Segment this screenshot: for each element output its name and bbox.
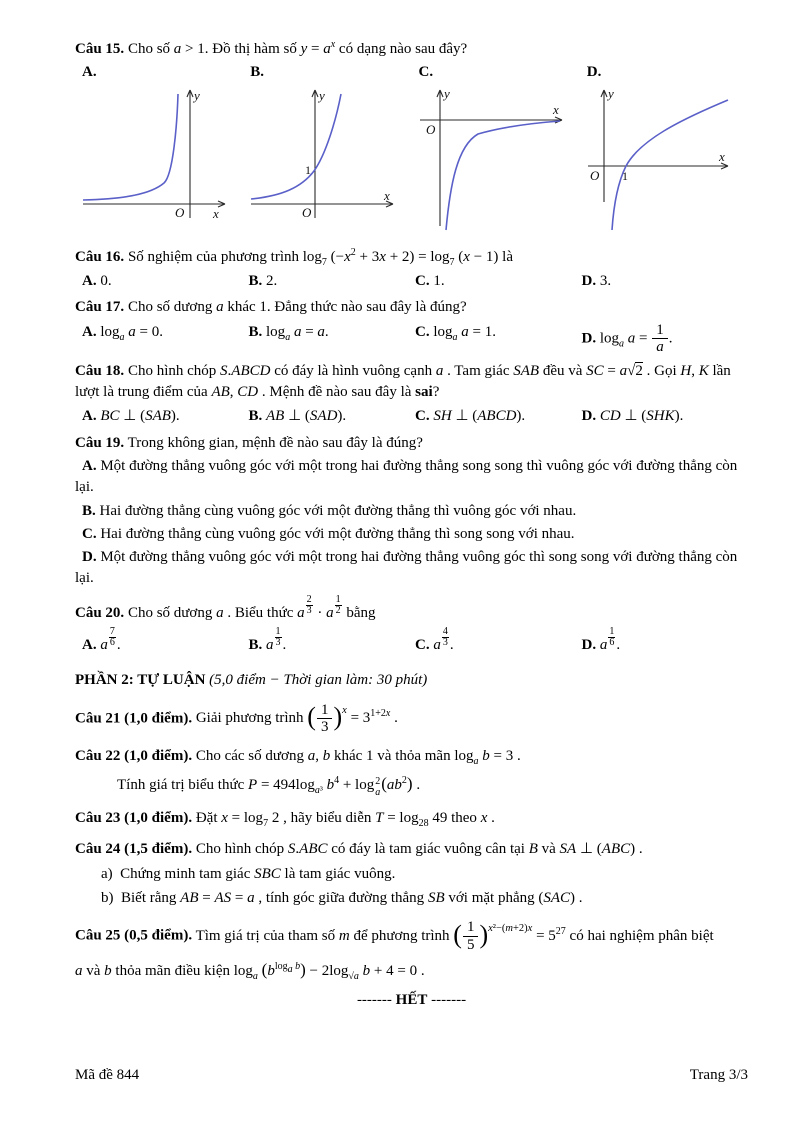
graph-option-b [243, 62, 411, 239]
graph-a-plot [75, 84, 235, 232]
question-24-label: Câu 24 (1,5 điểm). [75, 841, 193, 858]
question-20 [75, 595, 748, 624]
option-d: D. a $\frac{1}{6}$ . [581, 626, 621, 654]
graph-d-label: D. [586, 64, 602, 81]
question-22 [75, 746, 748, 767]
option-d: D. CD ⊥ (SHK). [581, 408, 684, 425]
question-21-text: Giải phương trình ( $\frac{1}{3}$ )$^x = 3^{1+2x}$ . [195, 701, 398, 736]
graph-option-d [580, 62, 748, 239]
y-axis [437, 90, 443, 226]
question-25-line2: a và b thỏa mãn điều kiện $\log_a (b^{log_a b}) - 2\log_{√a}$ b + 4 = 0 . [75, 960, 425, 983]
y-axis-label: y [443, 85, 450, 101]
question-21-label: Câu 21 (1,0 điểm). [75, 710, 193, 727]
exam-code: Mã đề 844 [75, 1066, 140, 1083]
graph-b-label: B. [250, 64, 265, 81]
y-axis-label: y [607, 85, 614, 101]
question-25 [75, 919, 748, 953]
question-18-label: Câu 18. [75, 362, 125, 379]
answer-graphs-row [75, 62, 748, 239]
y-axis [187, 90, 193, 218]
graph-option-a [75, 62, 243, 239]
question-21 [75, 702, 748, 736]
option-a: A. 0. [82, 273, 112, 290]
option-a: A. $\log_a a = 0$. [82, 323, 163, 343]
question-22-label: Câu 22 (1,0 điểm). [75, 747, 193, 764]
tick-label-1: 1 [305, 162, 312, 177]
option-c: C. a $\frac{4}{3}$ . [415, 626, 454, 654]
question-22-line2: Tính giá trị biểu thức $P = 494\log_{a^3}$ $b^4 + \log$ 2 a $(ab^2)$ . [117, 773, 421, 798]
question-17-options [75, 322, 748, 356]
question-16-options [75, 271, 748, 292]
section-2-title: PHẦN 2: TỰ LUẬN [75, 672, 206, 689]
question-18-text: Cho hình chóp S.ABCD có đáy là hình vuông cạnh a . Tam giác SAB đều và SC = a√2 . Gọi H, K lần lượt là trung điểm của AB, CD . Mệnh đề nào sau đây là sai? [75, 362, 731, 401]
graph-c-label: C. [418, 64, 434, 81]
question-22-text: Cho các số dương a, b khác 1 và thỏa mãn $\log_a b = 3$ . [195, 747, 521, 767]
question-17-text: Cho số dương a khác 1. Đẳng thức nào sau đây là đúng? [127, 299, 467, 316]
question-15-text: Cho số a > 1. Đồ thị hàm số $y = a^x$ có dạng nào sau đây? [127, 39, 468, 57]
x-axis [588, 163, 728, 169]
exponential-curve [83, 94, 178, 200]
question-19-option-a: A. Một đường thẳng vuông góc với một trong hai đường thẳng song song thì vuông góc với đường thẳng còn lại. [75, 457, 738, 496]
option-d: D. $\log_a a$ = $\frac{1}{a}$ . [581, 321, 673, 356]
x-axis-label: x [384, 187, 391, 203]
option-d: D. 3. [581, 273, 612, 290]
option-b: B. a $\frac{1}{3}$ . [248, 626, 287, 654]
logarithmic-curve [612, 100, 728, 230]
exponential-curve [446, 121, 560, 230]
x-axis-label: x [552, 101, 559, 117]
x-axis [251, 201, 393, 207]
option-a: A. a $\frac{7}{6}$ . [82, 626, 121, 654]
question-25-label: Câu 25 (0,5 điểm). [75, 927, 193, 944]
origin-label: O [589, 167, 600, 183]
question-23-text: Đặt $x = \log_7 2$ , hãy biểu diễn $T = \log_{28} 49$ theo x . [195, 809, 495, 829]
y-axis-label: y [319, 87, 326, 103]
question-16-label: Câu 16. [75, 248, 125, 265]
exponential-curve [251, 94, 341, 199]
question-16 [75, 247, 748, 268]
origin-label: O [302, 204, 312, 220]
question-25-text: Tìm giá trị của tham số m để phương trình ( $\frac{1}{5}$ )$^{x^2-(m+2)x} = 5^{27}$ có hai nghiệm phân biệt [195, 919, 714, 953]
question-19-option-d: D. Một đường thẳng vuông góc với một trong hai đường thẳng vuông góc thì song song với đường thẳng còn lại. [75, 549, 738, 587]
question-24-item-b: b) Biết rằng AB = AS = a , tính góc giữa đường thẳng SB với mặt phẳng (SAC) . [101, 889, 583, 906]
question-16-text: Số nghiệm của phương trình $\log_7 (-x^2 + 3x + 2) = \log_7 (x - 1)$ là [127, 246, 513, 268]
option-b: B. 2. [248, 273, 278, 290]
graph-option-c [412, 62, 580, 239]
question-20-label: Câu 20. [75, 604, 125, 621]
question-19-option-c: C. Hai đường thẳng cùng vuông góc với một đường thẳng thì song song với nhau. [82, 525, 575, 542]
option-a: A. BC ⊥ (SAB). [82, 408, 180, 425]
question-15 [75, 39, 748, 60]
x-axis [83, 201, 225, 207]
question-24-text: Cho hình chóp S.ABC có đáy là tam giác vuông cân tại B và SA ⊥ (ABC) . [195, 841, 643, 858]
option-c: C. $\log_a a = 1$. [415, 323, 496, 343]
page-number: Trang 3/3 [689, 1066, 748, 1083]
question-19-option-b: B. Hai đường thẳng cùng vuông góc với một đường thẳng thì vuông góc với nhau. [82, 502, 577, 519]
graph-a-label: A. [82, 64, 97, 81]
question-19-label: Câu 19. [75, 434, 125, 451]
option-c: C. 1. [415, 273, 445, 290]
graph-b-plot [243, 84, 403, 232]
section-2-heading [75, 670, 748, 691]
y-axis [601, 90, 607, 202]
question-18 [75, 361, 748, 404]
question-19 [75, 433, 748, 454]
origin-label: O [425, 121, 435, 137]
y-axis-label: y [194, 87, 200, 103]
question-24 [75, 839, 748, 860]
graph-d-plot [580, 84, 740, 232]
section-2-note: (5,0 điểm − Thời gian làm: 30 phút) [209, 672, 428, 689]
page-footer [75, 1065, 748, 1086]
option-c: C. SH ⊥ (ABCD). [415, 408, 526, 425]
question-23-label: Câu 23 (1,0 điểm). [75, 809, 193, 826]
question-18-options [75, 406, 748, 427]
question-20-options [75, 627, 748, 656]
question-23 [75, 808, 748, 829]
question-24-item-a: a) Chứng minh tam giác SBC là tam giác vuông. [101, 865, 396, 882]
end-marker: ------- HẾT ------- [356, 992, 467, 1009]
tick-label-1: 1 [621, 168, 628, 183]
x-axis-label: x [718, 148, 725, 164]
option-b: B. $\log_a a = a$. [248, 323, 329, 343]
graph-c-plot [412, 84, 572, 232]
option-b: B. AB ⊥ (SAD). [248, 408, 347, 425]
question-19-text: Trong không gian, mệnh đề nào sau đây là đúng? [127, 434, 423, 451]
question-17-label: Câu 17. [75, 299, 125, 316]
question-20-text: Cho số dương a . Biểu thức a $\frac{2}{3}$ · a $\frac{1}{2}$ bằng [127, 593, 376, 621]
y-axis [312, 90, 318, 218]
question-17 [75, 297, 748, 318]
origin-label: O [175, 204, 185, 220]
x-axis-label: x [213, 205, 219, 221]
question-15-label: Câu 15. [75, 41, 125, 57]
